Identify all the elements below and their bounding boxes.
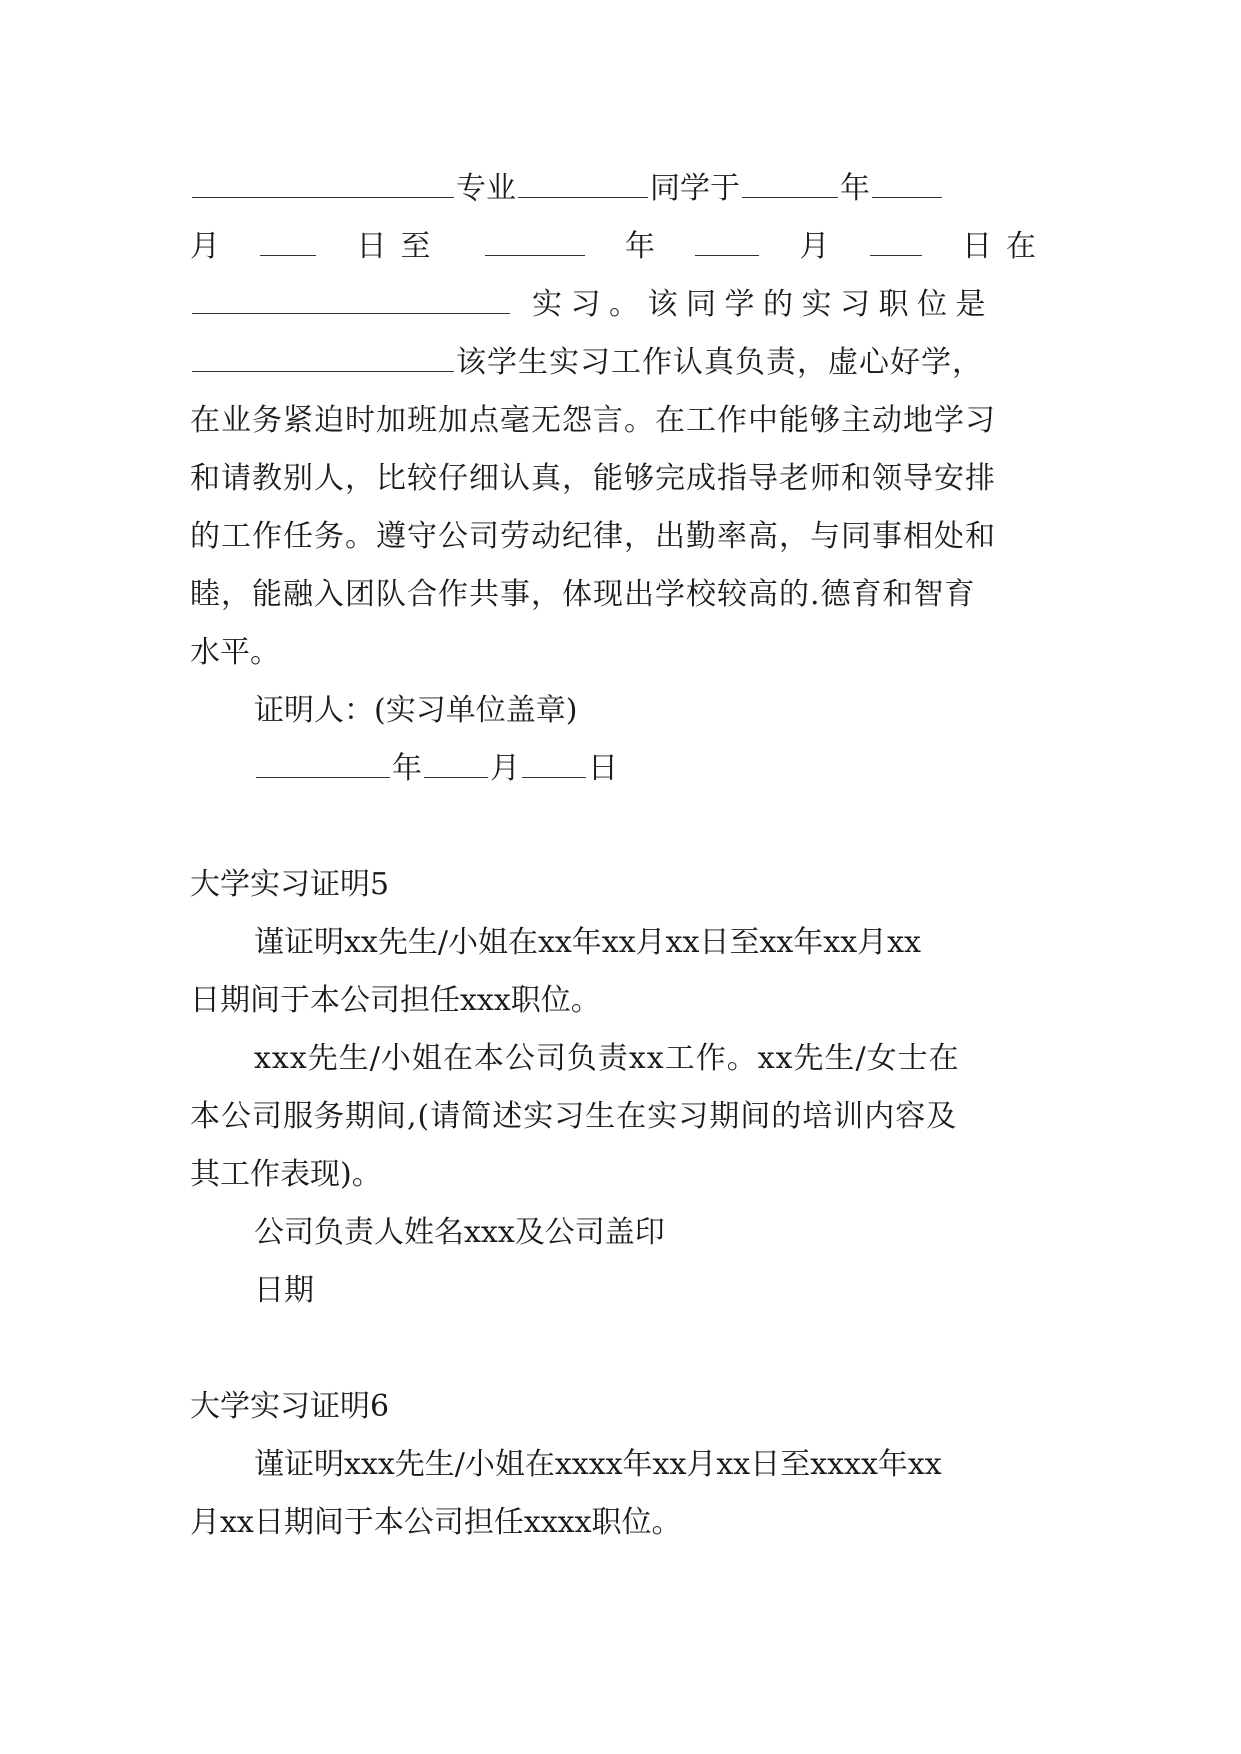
text-year: 年 — [840, 171, 870, 206]
blank-end-year[interactable] — [485, 221, 585, 256]
date-line — [190, 740, 1050, 798]
body-line: 在业务紧迫时加班加点毫无怨言。在工作中能够主动地学习 — [190, 403, 996, 438]
text-year-2: 年 — [625, 229, 655, 264]
section5-p1-line: 日期间于本公司担任xxx职位。 — [190, 983, 601, 1018]
section5-p2-line: xxx先生/小姐在本公司负责xx工作。xx先生/女士在 — [254, 1041, 960, 1076]
blank-start-year[interactable] — [742, 163, 838, 198]
section4-body — [190, 392, 1050, 682]
text-student-from: 同学于 — [650, 171, 740, 206]
certifier-line: 证明人：(实习单位盖章) — [254, 693, 578, 728]
section5-p1-line: 谨证明xx先生/小姐在xx年xx月xx日至xx年xx月xx — [254, 925, 921, 960]
text-cert-month: 月 — [490, 751, 520, 786]
body-line: 的工作任务。遵守公司劳动纪律，出勤率高，与同事相处和 — [190, 519, 996, 554]
section5-p2-line: 其工作表现)。 — [190, 1157, 382, 1192]
body-line: 睦，能融入团队合作共事，体现出学校较高的.德育和智育 — [190, 577, 976, 612]
text-month: 月 — [190, 229, 220, 264]
form-line-4 — [190, 334, 1050, 392]
blank-company[interactable] — [192, 279, 510, 314]
blank-cert-month[interactable] — [424, 743, 488, 778]
blank-start-month-prefix[interactable] — [872, 163, 942, 198]
text-cert-day: 日 — [588, 751, 618, 786]
text-day-at: 日在 — [962, 229, 1050, 264]
spacer — [190, 798, 1050, 856]
section6-p1-line: 谨证明xxx先生/小姐在xxxx年xx月xx日至xxxx年xx — [254, 1447, 942, 1482]
text-responsible: 该学生实习工作认真负责，虚心好学， — [456, 345, 983, 380]
form-line-1 — [190, 160, 1050, 218]
blank-end-day[interactable] — [870, 221, 922, 256]
section6-p1-line: 月xx日期间于本公司担任xxxx职位。 — [190, 1505, 682, 1540]
blank-position[interactable] — [192, 337, 454, 372]
text-month-2: 月 — [799, 229, 830, 264]
body-line: 和请教别人，比较仔细认真，能够完成指导老师和领导安排 — [190, 461, 996, 496]
section5-title: 大学实习证明5 — [190, 867, 390, 902]
blank-cert-year[interactable] — [256, 743, 390, 778]
blank-end-month[interactable] — [695, 221, 759, 256]
form-line-2 — [190, 218, 1050, 276]
blank-start-day[interactable] — [260, 221, 316, 256]
text-major: 专业 — [456, 171, 516, 206]
section5-p2-line: 本公司服务期间,(请简述实习生在实习期间的培训内容及 — [190, 1099, 958, 1134]
document-page — [190, 160, 1050, 1552]
text-day-to: 日至 — [356, 229, 445, 264]
section5-date: 日期 — [254, 1273, 314, 1308]
form-line-3 — [190, 276, 1050, 334]
text-internship-position: 实习。该同学的实习职位是 — [532, 287, 994, 322]
body-line: 水平。 — [190, 635, 280, 670]
blank-major[interactable] — [518, 163, 648, 198]
text-cert-year: 年 — [392, 751, 422, 786]
spacer — [190, 1320, 1050, 1378]
section6-title: 大学实习证明6 — [190, 1389, 390, 1424]
blank-name[interactable] — [192, 163, 454, 198]
section5-signature: 公司负责人姓名xxx及公司盖印 — [254, 1215, 665, 1250]
blank-cert-day[interactable] — [522, 743, 586, 778]
